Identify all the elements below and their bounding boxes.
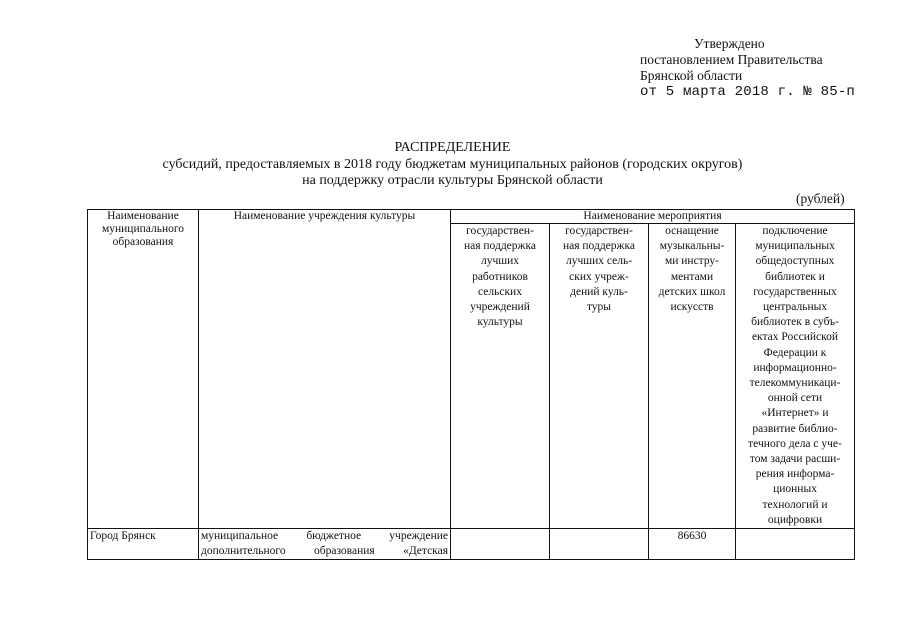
header-event-rural-institutions: государствен- ная поддержка лучших сель- ских учреж- дений куль- туры [550,224,649,529]
approval-line: постановлением Правительства [640,52,823,67]
cell-municipality: Город Брянск [88,529,199,560]
approval-line: Брянской области [640,68,743,83]
header-event-rural-workers: государствен- ная поддержка лучших работников сельских учреждений культуры [451,224,550,529]
cell-value [451,529,550,560]
header-event-music-instruments: оснащение музыкальны- ми инстру- ментами детских школ искусств [649,224,736,529]
title-heading: РАСПРЕДЕЛЕНИЕ [394,140,511,155]
cell-institution: муниципальное бюджетное учреждение дополнительного образования «Детская [199,529,451,560]
header-municipality: Наименование муниципального образования [88,210,199,529]
title-subtitle: субсидий, предоставляемых в 2018 году бюджетам муниципальных районов (городских округов) [162,156,743,172]
approval-line: Утверждено [694,36,765,51]
cell-value: 86630 [649,529,736,560]
title-subtitle: на поддержку отрасли культуры Брянской области [302,173,603,188]
units-label: (рублей) [796,191,845,206]
header-institution: Наименование учреждения культуры [199,210,451,529]
header-events: Наименование мероприятия [451,210,855,224]
approval-date-line: от 5 марта 2018 г. № 85-п [640,84,856,100]
table-row [88,529,855,560]
header-event-library-internet: подключение муниципальных общедоступных библиотек и государственных центральных библиотек в субъ- ектах Российской Федерации к информационно- телекоммуникаци- онной сети «Интернет» и развитие библио- течного дела с уче- том задачи расши- рения информа- ционных технологий и оцифровки [736,224,855,529]
approval-stamp [640,36,855,100]
cell-value [550,529,649,560]
cell-value [736,529,855,560]
distribution-table [87,209,855,560]
document-title [0,140,905,190]
